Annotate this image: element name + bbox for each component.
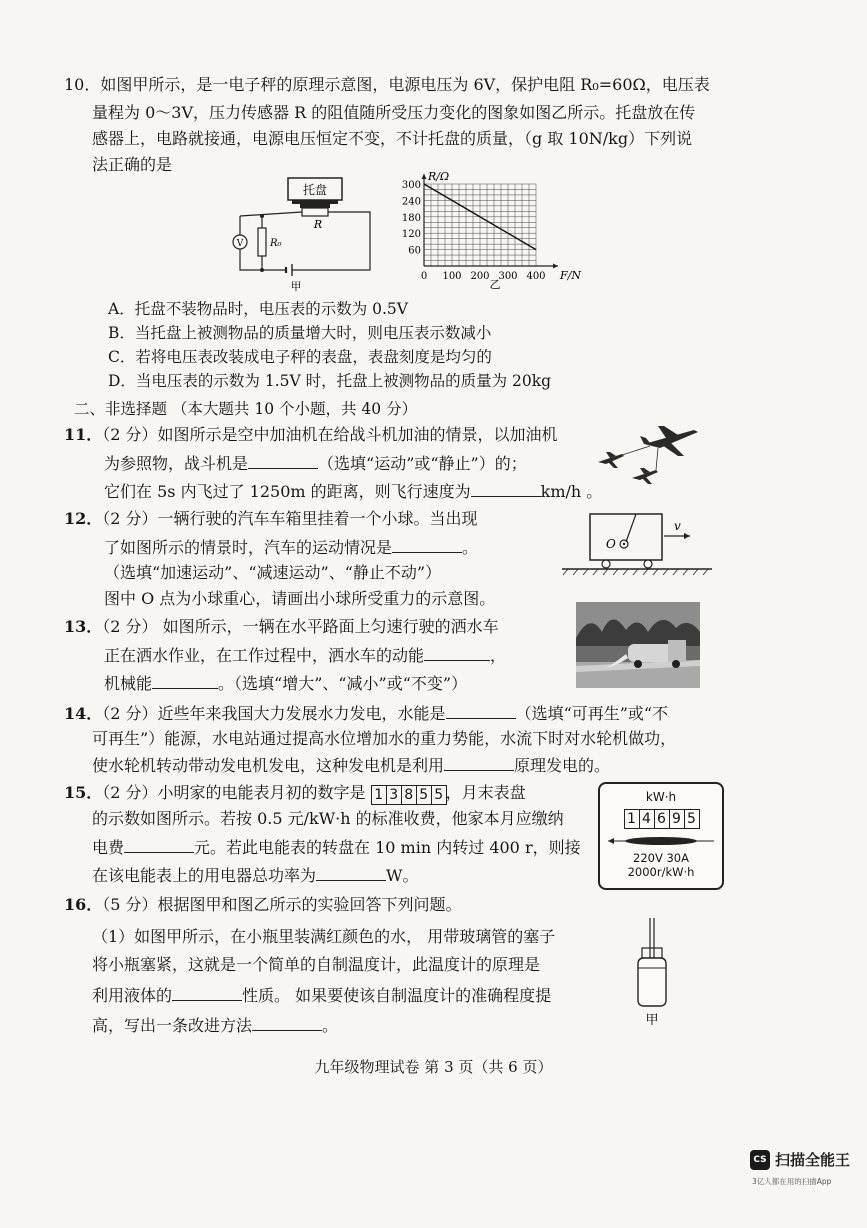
start-meter-digits: 1 3 8 5 5 xyxy=(371,783,446,805)
chart-ylabel: R/Ω xyxy=(428,170,450,183)
meter-spec-2: 2000r/kW·h xyxy=(627,865,695,879)
wheel-left xyxy=(602,560,610,568)
q10-line2: 量程为 0～3V，压力传感器 R 的阻值随所受压力变化的图象如图乙所示。托盘放在传 xyxy=(92,103,696,122)
sensor-r-label: R xyxy=(313,218,323,231)
meter-spec-1: 220V 30A xyxy=(633,851,689,865)
q12-line1: 12．（2 分）一辆行驶的汽车车箱里挂着一个小球。当出现 xyxy=(64,509,478,528)
y-axis-arrow xyxy=(422,174,427,179)
x-tick-label: 100 xyxy=(442,271,462,282)
q16-blank-1[interactable] xyxy=(172,984,242,1001)
y-tick-label: 180 xyxy=(401,212,421,224)
q11-line2: 为参照物，战斗机是 （选填“运动”或“静止”）的； xyxy=(104,454,527,473)
q11-blank-1[interactable] xyxy=(248,452,318,469)
x-tick-label: 200 xyxy=(470,271,490,282)
q10-option-d: D．当电压表的示数为 1.5V 时，托盘上被测物品的质量为 20kg xyxy=(108,372,552,390)
q10-line3: 感器上，电路就接通，电源电压恒定不变，不计托盘的质量，（g 取 10N/kg）下列说 xyxy=(92,129,693,148)
q10-line1: 10．如图甲所示，是一电子秤的原理示意图，电源电压为 6V，保护电阻 R₀=60Ω，电压表 xyxy=(64,75,710,94)
q16-line5: 高，写出一条改进方法 。 xyxy=(92,1016,339,1035)
sprinkler-truck-photo xyxy=(576,602,700,688)
q11-line3: 它们在 5s 内飞过了 1250m 的距离，则飞行速度为 km/h 。 xyxy=(104,482,603,501)
q16-line2: （1）如图甲所示，在小瓶里装满红颜色的水， 用带玻璃管的塞子 xyxy=(92,927,556,946)
meter-unit: kW·h xyxy=(645,790,677,804)
q13-line3: 机械能 。（选填“增大”、“减小”或“不变”） xyxy=(104,674,468,693)
q14-line2: 可再生”）能源，水电站通过提高水位增加水的重力势能，水流下时对水轮机做功， xyxy=(92,729,677,748)
stopper xyxy=(642,948,662,958)
aircraft-refueling-image xyxy=(596,424,706,494)
q15-blank-2[interactable] xyxy=(316,864,386,881)
circuit-diagram xyxy=(226,176,386,296)
camscanner-title: 扫描全能王 xyxy=(775,1151,851,1169)
x-tick-label: 400 xyxy=(526,271,546,282)
x-axis-arrow xyxy=(553,264,558,269)
cart-diagram xyxy=(562,508,712,584)
y-tick-label: 240 xyxy=(401,196,421,208)
wheel-right xyxy=(644,560,652,568)
sensor-top xyxy=(300,204,330,208)
r0-label: R₀ xyxy=(270,238,282,249)
q14-line3: 使水轮机转动带动发电机发电，这种发电机是利用 原理发电的。 xyxy=(92,756,611,775)
camscanner-logo: CS xyxy=(750,1150,770,1170)
q14-line1: 14．（2 分）近些年来我国大力发展水力发电，水能是 （选填“可再生”或“不 xyxy=(64,704,669,723)
q15-line2: 的示数如图所示。若按 0.5 元/kW·h 的标准收费，他家本月应缴纳 xyxy=(92,809,564,828)
q12-line2: 了如图所示的情景时，汽车的运动情况是 。 xyxy=(104,538,479,557)
wire-right xyxy=(292,212,370,270)
q16-line1: 16．（5 分）根据图甲和图乙所示的实验回答下列问题。 xyxy=(64,895,462,914)
q15-blank-1[interactable] xyxy=(124,836,194,853)
r0-resistor xyxy=(258,228,266,256)
meter-disc-icon xyxy=(602,833,720,849)
o-label: O xyxy=(606,537,616,551)
q13-blank-1[interactable] xyxy=(424,644,490,661)
q14-blank-2[interactable] xyxy=(444,754,514,771)
q10-option-c: C．若将电压表改装成电子秤的表盘，表盘刻度是均匀的 xyxy=(108,348,492,366)
q15-line1: 15．（2 分）小明家的电能表月初的数字是 1 3 8 5 5 ，月末表盘 xyxy=(64,783,526,803)
string xyxy=(626,514,636,542)
q10-option-b: B．当托盘上被测物品的质量增大时，则电压表示数减小 xyxy=(108,324,492,342)
y-tick-label: 300 xyxy=(401,180,421,191)
q11-line1: 11．（2 分）如图所示是空中加油机在给战斗机加油的情景，以加油机 xyxy=(64,425,558,444)
fig-caption-jia: 甲 xyxy=(645,1013,659,1026)
x-tick-label: 300 xyxy=(498,271,518,282)
q16-line4: 利用液体的 性质。 如果要使该自制温度计的准确程度提 xyxy=(92,986,552,1005)
bottle xyxy=(638,958,666,1006)
chart-xlabel: F/N xyxy=(560,269,581,282)
q16-blank-2[interactable] xyxy=(252,1014,322,1031)
q12-line3: （选填“加速运动”、“减速运动”、“静止不动”） xyxy=(104,563,442,582)
energy-meter xyxy=(598,782,724,890)
q12-line4: 图中 O 点为小球重心，请画出小球所受重力的示意图。 xyxy=(104,589,496,608)
meter-digits: 1 4 6 9 5 xyxy=(600,808,722,829)
fig-a-caption: 甲 xyxy=(290,280,302,293)
sensor-resistor xyxy=(302,208,328,216)
cart-body xyxy=(590,514,662,560)
wire-left-top xyxy=(240,212,302,216)
bottle-thermometer xyxy=(628,916,678,1026)
y-tick-label: 60 xyxy=(408,245,421,257)
tray-plate xyxy=(292,200,338,204)
r-f-chart xyxy=(398,170,588,290)
camscanner-subtitle: 3亿人都在用的扫描App xyxy=(752,1177,832,1186)
q10-line4: 法正确的是 xyxy=(92,155,173,174)
q10-option-a: A．托盘不装物品时，电压表的示数为 0.5V xyxy=(108,300,408,318)
q15-line4: 在该电能表上的用电器总功率为 W。 xyxy=(92,866,419,885)
q13-blank-2[interactable] xyxy=(152,672,218,689)
section-header: 二、非选择题 （本大题共 10 个小题，共 40 分） xyxy=(74,400,418,418)
q16-line3: 将小瓶塞紧，这就是一个简单的自制温度计，此温度计的原理是 xyxy=(92,955,541,974)
q15-line3: 电费 元。若此电能表的转盘在 10 min 内转过 400 r，则接 xyxy=(92,838,581,857)
q13-line1: 13．（2 分） 如图所示，一辆在水平路面上匀速行驶的洒水车 xyxy=(64,617,499,636)
v-label: v xyxy=(674,519,681,533)
y-tick-label: 120 xyxy=(401,229,421,241)
q14-blank-1[interactable] xyxy=(446,702,516,719)
q11-blank-2[interactable] xyxy=(471,480,541,497)
tray-label: 托盘 xyxy=(302,183,328,197)
voltmeter-label: V xyxy=(236,239,244,249)
page-footer: 九年级物理试卷 第 3 页（共 6 页） xyxy=(314,1058,553,1076)
x-tick-label: 0 xyxy=(420,271,428,282)
q12-blank-1[interactable] xyxy=(392,536,462,553)
q13-line2: 正在洒水作业，在工作过程中，洒水车的动能 ， xyxy=(104,646,507,665)
fig-b-caption: 乙 xyxy=(489,278,501,290)
